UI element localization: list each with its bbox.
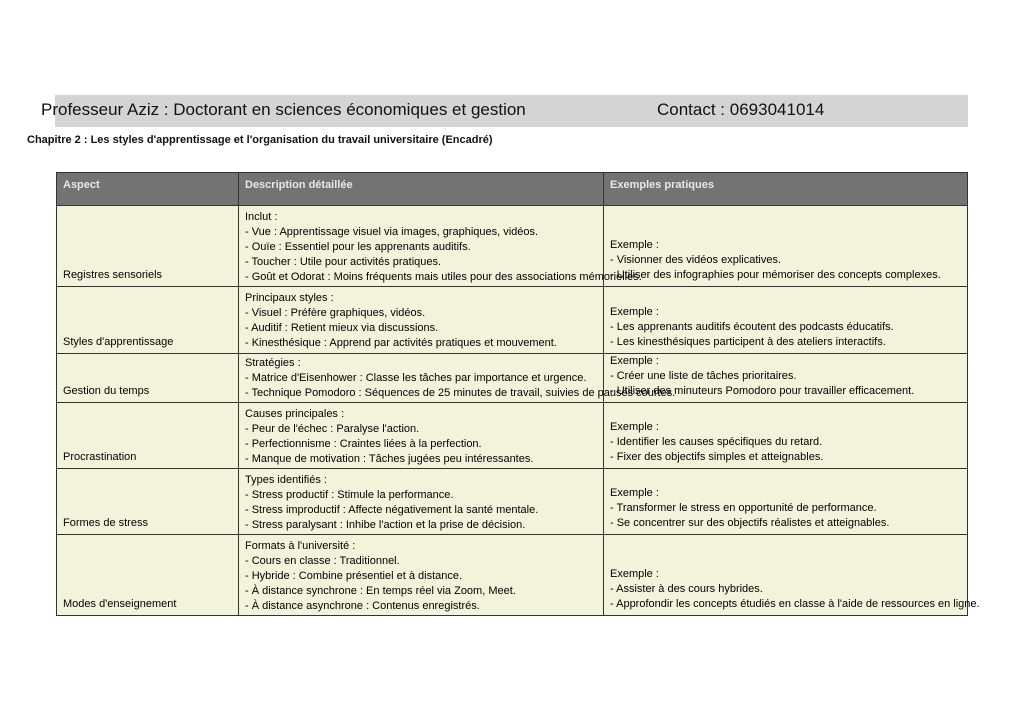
table-row xyxy=(57,534,980,615)
example-line: Exemple : xyxy=(610,421,659,433)
description-line: - À distance asynchrone : Contenus enregistrés. xyxy=(245,600,480,612)
description-line: - Stress productif : Stimule la performance. xyxy=(245,489,454,501)
example-line: - Approfondir les concepts étudiés en classe à l'aide de ressources en ligne. xyxy=(610,598,980,610)
table-row xyxy=(57,402,967,468)
example-line: - Visionner des vidéos explicatives. xyxy=(610,254,781,266)
example-line: - Utiliser des infographies pour mémoriser des concepts complexes. xyxy=(610,269,941,281)
learning-styles-table xyxy=(56,172,980,616)
description-line: - Toucher : Utile pour activités pratiques. xyxy=(245,256,442,268)
author-heading: Professeur Aziz : Doctorant en sciences économiques et gestion xyxy=(41,100,526,119)
examples-cell xyxy=(604,535,980,615)
examples-cell xyxy=(604,469,966,534)
example-line: Exemple : xyxy=(610,487,659,499)
aspect-label: Procrastination xyxy=(63,451,137,463)
example-line: - Transformer le stress en opportunité de performance. xyxy=(610,502,877,514)
example-line: - Fixer des objectifs simples et atteignables. xyxy=(610,451,824,463)
table-row xyxy=(57,205,967,286)
description-line: - Ouïe : Essentiel pour les apprenants auditifs. xyxy=(245,241,471,253)
description-line: - À distance synchrone : En temps réel via Zoom, Meet. xyxy=(245,585,516,597)
example-line: - Les apprenants auditifs écoutent des podcasts éducatifs. xyxy=(610,321,894,333)
examples-cell xyxy=(604,403,966,468)
example-line: Exemple : xyxy=(610,239,659,251)
description-cell xyxy=(239,535,604,615)
column-header-aspect: Aspect xyxy=(57,173,239,205)
examples-cell xyxy=(604,287,966,353)
description-line: Types identifiés : xyxy=(245,474,327,486)
description-line: Stratégies : xyxy=(245,357,301,369)
description-line: - Manque de motivation : Tâches jugées peu intéressantes. xyxy=(245,453,534,465)
example-line: Exemple : xyxy=(610,306,659,318)
column-header-examples: Exemples pratiques xyxy=(610,179,714,191)
description-cell xyxy=(239,469,604,534)
description-line: - Stress paralysant : Inhibe l'action et la prise de décision. xyxy=(245,519,526,531)
table-row xyxy=(57,353,967,402)
aspect-cell xyxy=(57,535,239,615)
example-line: - Identifier les causes spécifiques du retard. xyxy=(610,436,823,448)
description-line: - Vue : Apprentissage visuel via images, graphiques, vidéos. xyxy=(245,226,539,238)
aspect-cell xyxy=(57,206,239,286)
contact-info: Contact : 0693041014 xyxy=(657,100,825,119)
description-line: - Stress improductif : Affecte négativement la santé mentale. xyxy=(245,504,539,516)
aspect-label: Gestion du temps xyxy=(63,385,150,397)
description-line: - Cours en classe : Traditionnel. xyxy=(245,555,400,567)
description-line: Formats à l'université : xyxy=(245,540,356,552)
aspect-cell xyxy=(57,403,239,468)
aspect-label: Formes de stress xyxy=(63,517,148,529)
example-line: - Créer une liste de tâches prioritaires. xyxy=(610,370,797,382)
example-line: Exemple : xyxy=(610,355,659,367)
example-line: - Utiliser des minuteurs Pomodoro pour travailler efficacement. xyxy=(610,385,915,397)
table-row xyxy=(57,286,967,353)
examples-cell xyxy=(604,354,966,402)
description-line: - Hybride : Combine présentiel et à distance. xyxy=(245,570,463,582)
description-cell xyxy=(239,403,604,468)
aspect-label: Modes d'enseignement xyxy=(63,598,177,610)
examples-cell xyxy=(604,206,966,286)
description-line: - Peur de l'échec : Paralyse l'action. xyxy=(245,423,420,435)
example-line: - Se concentrer sur des objectifs réalistes et atteignables. xyxy=(610,517,890,529)
description-line: - Matrice d'Eisenhower : Classe les tâches par importance et urgence. xyxy=(245,372,587,384)
chapter-title: Chapitre 2 : Les styles d'apprentissage et l'organisation du travail universitaire (Encadré) xyxy=(27,134,493,146)
table-row xyxy=(57,468,967,534)
example-line: Exemple : xyxy=(610,568,659,580)
description-line: - Perfectionnisme : Craintes liées à la perfection. xyxy=(245,438,482,450)
aspect-cell xyxy=(57,287,239,353)
description-line: - Visuel : Préfère graphiques, vidéos. xyxy=(245,307,426,319)
aspect-cell xyxy=(57,469,239,534)
description-line: - Goût et Odorat : Moins fréquents mais utiles pour des associations mémorielles. xyxy=(245,271,642,283)
aspect-label: Styles d'apprentissage xyxy=(63,336,174,348)
example-line: - Les kinesthésiques participent à des ateliers interactifs. xyxy=(610,336,886,348)
description-cell xyxy=(239,287,604,353)
description-line: Principaux styles : xyxy=(245,292,334,304)
aspect-label: Registres sensoriels xyxy=(63,269,163,281)
description-line: Inclut : xyxy=(245,211,278,223)
description-line: - Kinesthésique : Apprend par activités pratiques et mouvement. xyxy=(245,337,557,349)
description-line: - Technique Pomodoro : Séquences de 25 minutes de travail, suivies de pauses courtes. xyxy=(245,387,676,399)
description-line: Causes principales : xyxy=(245,408,345,420)
aspect-cell xyxy=(57,354,239,402)
table-header-row xyxy=(57,173,967,205)
description-line: - Auditif : Retient mieux via discussions. xyxy=(245,322,439,334)
column-header-description: Description détaillée xyxy=(239,173,604,205)
example-line: - Assister à des cours hybrides. xyxy=(610,583,763,595)
